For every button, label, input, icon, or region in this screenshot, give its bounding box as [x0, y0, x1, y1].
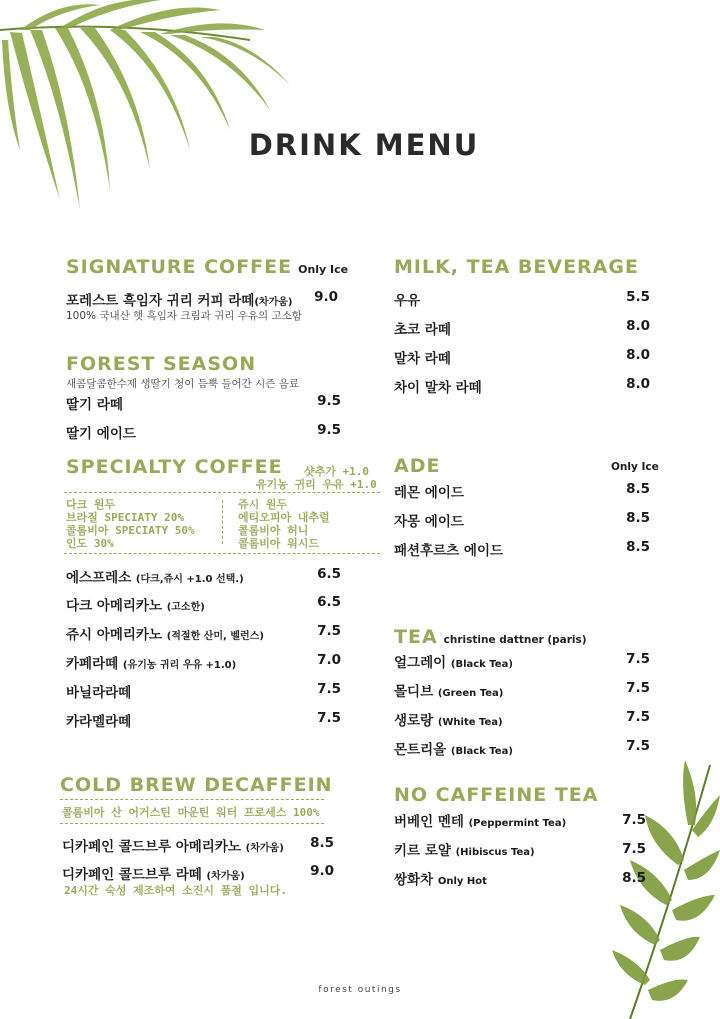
menu-item-name: 말차 라떼: [394, 351, 451, 367]
signature-price: 9.0: [314, 289, 338, 305]
menu-item-price: 8.5: [622, 870, 646, 886]
menu-item-price: 8.5: [310, 835, 334, 851]
menu-item-price: 6.5: [317, 566, 341, 582]
footer-brand: forest outings: [318, 985, 402, 995]
divider: [64, 553, 380, 554]
divider: [222, 500, 223, 544]
menu-item-price: 5.5: [626, 289, 650, 305]
signature-heading: SIGNATURE COFFEE Only Ice: [66, 256, 349, 278]
menu-item-name: 몬트리올 (Black Tea): [394, 742, 513, 758]
milk-heading: MILK, TEA BEVERAGE: [394, 256, 639, 278]
menu-item-name: 카라멜라떼: [66, 714, 132, 730]
menu-item-name: 차이 말차 라떼: [394, 380, 482, 396]
menu-item-price: 7.5: [317, 710, 341, 726]
menu-item-name: 디카페인 콜드브루 아메리카노 (차가움): [62, 839, 284, 855]
juicy-bean-info: 쥬시 원두 에티오피아 내추럴 콜롬비아 허니 콜롬비아 워시드: [238, 498, 330, 550]
menu-item-name: 딸기 라떼: [66, 397, 123, 413]
menu-item-price: 7.0: [317, 652, 341, 668]
menu-item-name: 우유: [394, 293, 421, 309]
menu-item-name: 딸기 에이드: [66, 426, 136, 442]
leaf-branch-icon: [600, 755, 720, 1019]
specialty-extra-oat: 유기농 귀리 우유 +1.0: [256, 478, 377, 491]
ade-tag: Only Ice: [611, 461, 659, 473]
menu-item-name: 키르 로얄 (Hibiscus Tea): [394, 843, 535, 859]
specialty-extra-shot: 샷추가 +1.0: [304, 465, 369, 478]
nocaf-heading: NO CAFFEINE TEA: [394, 784, 599, 806]
menu-item-price: 8.0: [626, 347, 650, 363]
menu-item-price: 8.5: [626, 539, 650, 555]
menu-item-name: 자몽 에이드: [394, 514, 464, 530]
menu-item-price: 7.5: [317, 623, 341, 639]
page-title: DRINK MENU: [248, 128, 480, 162]
menu-item-name: 디카페인 콜드브루 라떼 (차가움): [62, 867, 245, 883]
dark-bean-info: 다크 원두 브라질 SPECIATY 20% 콜롬비아 SPECIATY 50% 인도 30%: [66, 498, 195, 550]
menu-item-name: 얼그레이 (Black Tea): [394, 655, 513, 671]
forest-heading: FOREST SEASON: [66, 353, 257, 375]
menu-item-price: 7.5: [626, 651, 650, 667]
divider: [64, 492, 380, 493]
coldbrew-desc: 콜롬비아 산 어거스틴 마운틴 워터 프로세스 100%: [62, 806, 320, 819]
menu-item-name: 패션후르츠 에이드: [394, 543, 504, 559]
menu-item-name: 초코 라떼: [394, 322, 451, 338]
specialty-heading: SPECIALTY COFFEE: [66, 456, 283, 478]
menu-item-name: 생로랑 (White Tea): [394, 713, 503, 729]
menu-item-name: 바닐라라떼: [66, 685, 132, 701]
menu-item-name: 쌍화차 Only Hot: [394, 872, 487, 888]
menu-item-price: 8.5: [626, 510, 650, 526]
menu-item-price: 8.5: [626, 481, 650, 497]
palm-leaf-icon: [0, 0, 300, 220]
menu-item-price: 7.5: [626, 738, 650, 754]
tea-brand: christine dattner (paris): [443, 634, 587, 646]
menu-item-price: 9.5: [317, 393, 341, 409]
menu-item-name: 다크 아메리카노 (고소한): [66, 598, 205, 614]
signature-desc: 100% 국내산 햇 흑임자 크림과 귀리 우유의 고소함: [66, 310, 302, 322]
coldbrew-footnote: 24시간 숙성 제조하여 소진시 품절 입니다.: [64, 884, 287, 897]
menu-item-price: 8.0: [626, 318, 650, 334]
menu-item-price: 8.0: [626, 376, 650, 392]
forest-desc: 새콤달콤한수제 생딸기 청이 듬뿍 들어간 시즌 음료: [66, 378, 300, 390]
signature-item: 포레스트 흑임자 귀리 커피 라떼(차가움): [66, 293, 293, 309]
menu-item-price: 7.5: [622, 841, 646, 857]
divider: [60, 823, 324, 824]
menu-item-name: 카페라떼 (유기농 귀리 우유 +1.0): [66, 656, 237, 672]
ade-heading: ADE: [394, 455, 441, 477]
menu-item-name: 레몬 에이드: [394, 485, 464, 501]
menu-item-price: 7.5: [317, 681, 341, 697]
divider: [60, 799, 324, 800]
menu-item-name: 쥬시 아메리카노 (적절한 산미, 벨런스): [66, 627, 264, 643]
tea-heading: TEA christine dattner (paris): [394, 626, 587, 648]
menu-item-price: 7.5: [622, 812, 646, 828]
menu-item-name: 버베인 멘테 (Peppermint Tea): [394, 814, 567, 830]
coldbrew-heading: COLD BREW DECAFFEIN: [60, 774, 333, 796]
menu-item-name: 에스프레소 (다크,쥬시 +1.0 선택.): [66, 570, 244, 586]
menu-item-price: 6.5: [317, 594, 341, 610]
menu-item-price: 9.5: [317, 422, 341, 438]
menu-item-price: 7.5: [626, 680, 650, 696]
menu-item-name: 몰디브 (Green Tea): [394, 684, 504, 700]
menu-item-price: 9.0: [310, 863, 334, 879]
menu-item-price: 7.5: [626, 709, 650, 725]
signature-tag: Only Ice: [298, 263, 349, 276]
